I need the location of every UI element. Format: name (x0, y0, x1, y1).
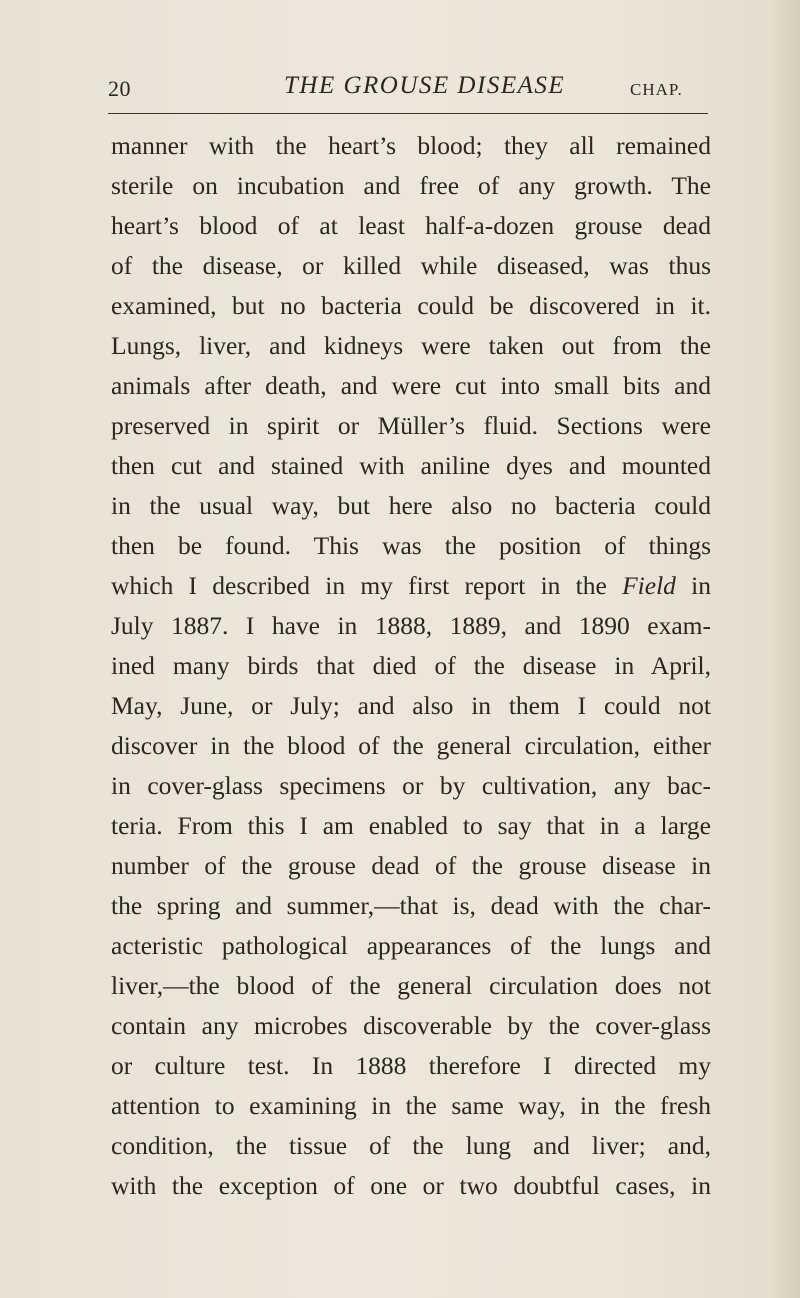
text-line: acteristic pathological appearances of the lungs and (111, 931, 711, 960)
body-text (111, 126, 711, 1206)
text-line: liver,—the blood of the general circulation does not (111, 971, 711, 1000)
chapter-mark: CHAP. (630, 80, 683, 99)
text-line: in the usual way, but here also no bacteria could (111, 491, 711, 520)
running-header (108, 70, 708, 110)
text-line: heart’s blood of at least half-a-dozen grouse dead (111, 211, 711, 240)
text-line: sterile on incubation and free of any growth. The (111, 171, 711, 200)
text-line: in cover-glass specimens or by cultivation, any bac- (111, 771, 711, 800)
text-line: then be found. This was the position of things (111, 531, 711, 560)
page-edge-shadow (772, 0, 800, 1298)
text-line: July 1887. I have in 1888, 1889, and 1890 exam- (111, 611, 711, 640)
text-line: condition, the tissue of the lung and liver; and, (111, 1131, 711, 1160)
text-line: May, June, or July; and also in them I could not (111, 691, 711, 720)
text-line: then cut and stained with aniline dyes and mounted (111, 451, 711, 480)
journal-title-field: Field (622, 571, 676, 600)
text-line: manner with the heart’s blood; they all remained (111, 131, 711, 160)
text-line: examined, but no bacteria could be discovered in it. (111, 291, 711, 320)
text-line: teria. From this I am enabled to say that in a large (111, 811, 711, 840)
text-line: with the exception of one or two doubtful cases, in (111, 1171, 711, 1200)
text-line: animals after death, and were cut into small bits and (111, 371, 711, 400)
text-line: discover in the blood of the general circulation, either (111, 731, 711, 760)
text-line-with-citation (111, 566, 711, 606)
text-line: number of the grouse dead of the grouse disease in (111, 851, 711, 880)
text-line: contain any microbes discoverable by the cover-glass (111, 1011, 711, 1040)
header-rule (108, 113, 708, 114)
text-line: attention to examining in the same way, in the fresh (111, 1091, 711, 1120)
running-title: THE GROUSE DISEASE (284, 72, 566, 99)
text-line-lead: which I described in my first report in the (111, 571, 607, 600)
text-line-tail: in (691, 571, 712, 600)
page-number: 20 (108, 76, 131, 101)
text-line: of the disease, or killed while diseased, was thus (111, 251, 711, 280)
text-line: Lungs, liver, and kidneys were taken out from the (111, 331, 711, 360)
text-line: ined many birds that died of the disease in April, (111, 651, 711, 680)
text-line: preserved in spirit or Müller’s fluid. Sections were (111, 411, 711, 440)
text-line: the spring and summer,—that is, dead with the char- (111, 891, 711, 920)
text-line: or culture test. In 1888 therefore I directed my (111, 1051, 711, 1080)
